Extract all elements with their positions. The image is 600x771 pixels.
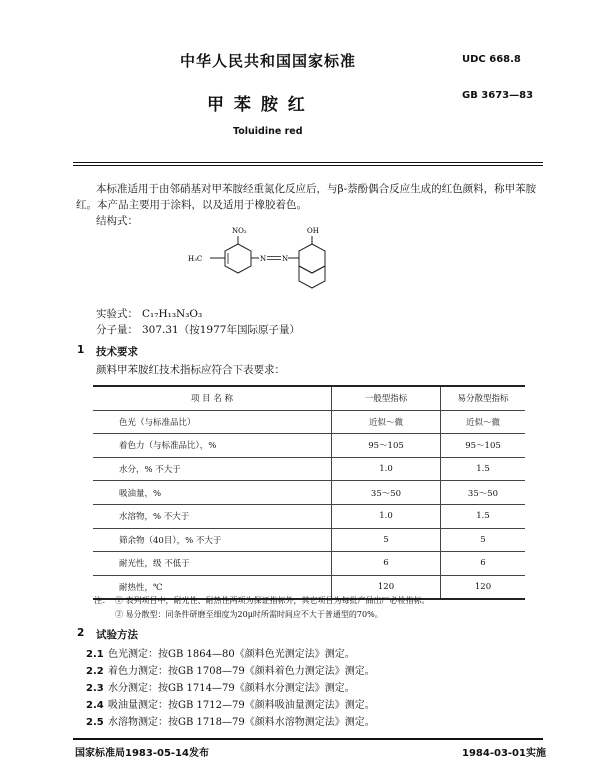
table-row xyxy=(93,528,525,552)
row-dispersible: 1.5 xyxy=(441,457,526,481)
footer-rule xyxy=(73,738,543,740)
method-text: 着色力测定：按GB 1708—79《颜料着色力测定法》测定。 xyxy=(108,666,375,677)
header-general: 一般型指标 xyxy=(332,386,441,410)
row-general: 5 xyxy=(332,528,441,552)
row-item: 耐光性，级 不低于 xyxy=(93,552,332,576)
table-header-row xyxy=(93,386,525,410)
struct-n-right: N xyxy=(282,255,289,263)
formula-label: 实验式： xyxy=(96,308,138,320)
udc-code: UDC 668.8 xyxy=(462,54,521,65)
row-dispersible: 1.5 xyxy=(441,504,526,528)
method-item xyxy=(86,714,375,731)
struct-ch3-label: H₃C xyxy=(188,255,203,263)
struct-no2-label: NO₂ xyxy=(232,227,247,235)
english-title: Toluidine red xyxy=(233,126,303,137)
notes-label: 注： xyxy=(94,596,110,605)
header-dispersible: 易分散型指标 xyxy=(441,386,526,410)
table-row xyxy=(93,410,525,434)
section-1-lead: 颜料甲苯胺红技术指标应符合下表要求： xyxy=(96,364,285,376)
intro-line-1: 本标准适用于由邻硝基对甲苯胺经重氮化反应后，与β-萘酚偶合反应生成的红色颜料，称甲苯胺 xyxy=(96,183,537,195)
intro-line-2: 红。本产品主要用于涂料，以及适用于橡胶着色。 xyxy=(76,199,307,211)
row-item: 着色力（与标准品比），% xyxy=(93,434,332,458)
struct-oh-label: OH xyxy=(307,227,319,235)
method-text: 吸油量测定：按GB 1712—79《颜料吸油量测定法》测定。 xyxy=(108,700,375,711)
org-title: 中华人民共和国国家标准 xyxy=(180,52,357,70)
table-row xyxy=(93,434,525,458)
section-2-number: 2 xyxy=(77,627,85,639)
section-1-number: 1 xyxy=(77,344,85,356)
structural-formula xyxy=(180,222,360,292)
note-2: ② 易分散型：同条件研磨至细度为20μ时所需时间应不大于普通型的70%。 xyxy=(115,610,383,619)
section-1-title: 技术要求 xyxy=(96,346,138,358)
row-item: 水分，% 不大于 xyxy=(93,457,332,481)
benzene-ring xyxy=(225,244,251,273)
spec-table xyxy=(93,385,525,600)
mw-label: 分子量： xyxy=(96,324,138,336)
row-general: 120 xyxy=(332,575,441,599)
header-item: 项 目 名 称 xyxy=(93,386,332,410)
row-dispersible: 6 xyxy=(441,552,526,576)
row-general: 1.0 xyxy=(332,504,441,528)
structure-label: 结构式： xyxy=(96,215,138,227)
row-general: 95～105 xyxy=(332,434,441,458)
table-row xyxy=(93,504,525,528)
row-dispersible: 近似～微 xyxy=(441,410,526,434)
row-item: 耐热性，℃ xyxy=(93,575,332,599)
table-row xyxy=(93,481,525,505)
method-item xyxy=(86,697,375,714)
table-row xyxy=(93,552,525,576)
row-dispersible: 35～50 xyxy=(441,481,526,505)
method-text: 水分测定：按GB 1714—79《颜料水分测定法》测定。 xyxy=(108,683,355,694)
molecular-weight: 307.31（按1977年国际原子量） xyxy=(142,324,300,336)
row-dispersible: 120 xyxy=(441,575,526,599)
gb-number: GB 3673—83 xyxy=(462,90,534,101)
header-rule-top xyxy=(73,162,543,163)
row-item: 色光（与标准品比） xyxy=(93,410,332,434)
table-row xyxy=(93,457,525,481)
method-text: 水溶物测定：按GB 1718—79《颜料水溶物测定法》测定。 xyxy=(108,717,375,728)
method-number: 2.5 xyxy=(86,717,104,728)
row-item: 吸油量，% xyxy=(93,481,332,505)
method-number: 2.1 xyxy=(86,649,104,660)
row-item: 水溶物，% 不大于 xyxy=(93,504,332,528)
empirical-formula: C₁₇H₁₃N₃O₃ xyxy=(142,308,203,320)
section-2-title: 试验方法 xyxy=(96,629,138,641)
method-item xyxy=(86,663,375,680)
naphthalene-ring-2 xyxy=(299,266,325,288)
effective-date: 1984-03-01实施 xyxy=(462,748,546,759)
row-general: 35～50 xyxy=(332,481,441,505)
header-rule-bottom xyxy=(73,165,543,166)
method-text: 色光测定：按GB 1864—80《颜料色光测定法》测定。 xyxy=(108,649,355,660)
issued-date: 国家标准局1983-05-14发布 xyxy=(75,748,209,759)
row-general: 6 xyxy=(332,552,441,576)
note-1: ① 表列项目中，耐光性、耐热性两项为保证指标外，其它项目为每批产品出厂必检指标。 xyxy=(115,596,430,605)
row-dispersible: 95～105 xyxy=(441,434,526,458)
row-general: 1.0 xyxy=(332,457,441,481)
method-number: 2.2 xyxy=(86,666,104,677)
row-item: 筛余物（40目），% 不大于 xyxy=(93,528,332,552)
row-general: 近似～微 xyxy=(332,410,441,434)
method-item xyxy=(86,680,355,697)
page-title: 甲 苯 胺 红 xyxy=(207,95,307,115)
method-number: 2.4 xyxy=(86,700,104,711)
row-dispersible: 5 xyxy=(441,528,526,552)
struct-n-left: N xyxy=(260,255,267,263)
method-item xyxy=(86,646,355,663)
method-number: 2.3 xyxy=(86,683,104,694)
